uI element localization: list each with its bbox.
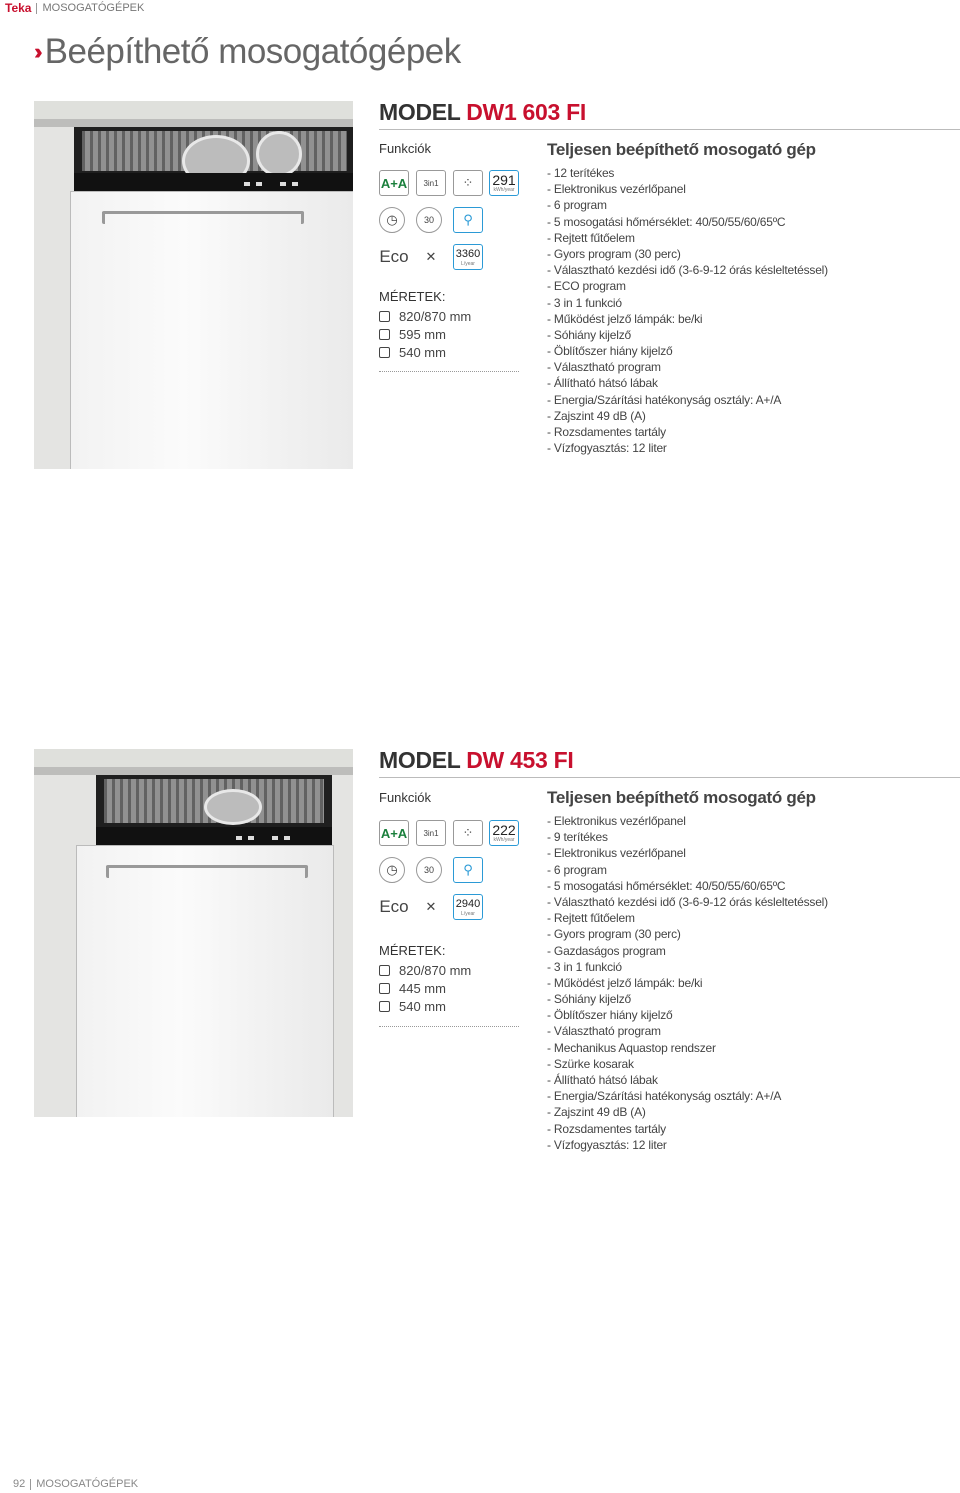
model-divider (379, 777, 960, 778)
dimension-width (379, 981, 446, 996)
temp-30-icon: 30 (416, 857, 442, 883)
feature-item: - Vízfogyasztás: 12 liter (547, 1137, 667, 1152)
feature-item: - ECO program (547, 279, 626, 294)
model-prefix: MODEL (379, 747, 467, 773)
header-divider (36, 3, 37, 14)
product-photo (34, 749, 353, 1117)
width-value: 595 mm (399, 327, 446, 342)
section-name: MOSOGATÓGÉPEK (42, 2, 145, 14)
feature-item: - Választható kezdési idő (3-6-9-12 órás késleltetéssel) (547, 263, 828, 278)
feature-item: - 12 terítékes (547, 166, 615, 180)
feature-item: - Rejtett fűtőelem (547, 230, 635, 245)
width-icon (379, 983, 390, 994)
no-salt-icon: ✕ (416, 244, 446, 270)
feature-item: - Gyors program (30 perc) (547, 246, 681, 261)
feature-item: - Zajszint 49 dB (A) (547, 408, 646, 423)
page-title-row (34, 32, 461, 72)
water-unit: L/year (461, 260, 475, 267)
model-title (379, 747, 573, 774)
feature-icons (379, 820, 521, 920)
rinse-icon: ⁘ (453, 170, 483, 196)
dimensions-divider (379, 371, 519, 372)
dimensions-divider (379, 1026, 519, 1027)
temp-30-icon: 30 (416, 207, 442, 233)
height-icon (379, 311, 390, 322)
kwh-unit: kWh/year (493, 186, 515, 193)
product-photo (34, 101, 353, 469)
feature-item: - 6 program (547, 862, 607, 877)
rinse-icon: ⁘ (453, 820, 483, 846)
eco-icon: Eco (379, 244, 409, 270)
features-title: Teljesen beépíthető mosogató gép (547, 140, 816, 159)
features-title: Teljesen beépíthető mosogató gép (547, 788, 816, 807)
feature-item: - Sóhiány kijelző (547, 992, 631, 1007)
header (5, 1, 144, 15)
model-title (379, 99, 586, 126)
kwh-value: 222 (492, 821, 516, 838)
feature-item: - Elektronikus vezérlőpanel (547, 182, 686, 197)
page-title: Beépíthető mosogatógépek (44, 32, 461, 71)
footer-divider (30, 1479, 31, 1490)
feature-item: - Energia/Szárítási hatékonyság osztály: A+/A (547, 1089, 782, 1104)
energy-class-icon: A+A (379, 820, 409, 846)
no-salt-icon: ✕ (416, 894, 446, 920)
feature-icons (379, 170, 521, 270)
depth-icon (379, 347, 390, 358)
feature-item: - 6 program (547, 198, 607, 213)
height-value: 820/870 mm (399, 309, 472, 324)
feature-item: - Választható program (547, 1024, 661, 1039)
functions-label: Funkciók (379, 141, 432, 156)
feature-item: - Választható program (547, 360, 661, 375)
depth-value: 540 mm (399, 999, 446, 1014)
water-tap-icon: ⚲ (453, 207, 483, 233)
height-value: 820/870 mm (399, 963, 472, 978)
3in1-icon: 3in1 (416, 820, 446, 846)
feature-item: - Rejtett fűtőelem (547, 911, 635, 926)
feature-item: - Elektronikus vezérlőpanel (547, 846, 686, 861)
feature-item: - Gyors program (30 perc) (547, 927, 681, 942)
dimension-depth (379, 345, 446, 360)
feature-item: - Gazdaságos program (547, 943, 666, 958)
feature-item: - Vízfogyasztás: 12 liter (547, 441, 667, 456)
features-list (547, 813, 828, 1153)
feature-item: - 3 in 1 funkció (547, 959, 622, 974)
timer-icon: ◷ (379, 207, 405, 233)
feature-item: - Működést jelző lámpák: be/ki (547, 975, 703, 990)
footer-section: MOSOGATÓGÉPEK (36, 1478, 139, 1490)
model-code: DW1 603 FI (466, 99, 586, 125)
model-code: DW 453 FI (466, 747, 574, 773)
width-icon (379, 329, 390, 340)
height-icon (379, 965, 390, 976)
dimension-depth (379, 999, 446, 1014)
chevron-icon: ›› (34, 39, 37, 64)
feature-item: - Rozsdamentes tartály (547, 425, 666, 439)
dimensions-label: MÉRETEK: (379, 289, 446, 304)
dimension-height (379, 309, 471, 324)
footer (13, 1478, 138, 1490)
dimension-width (379, 327, 446, 342)
feature-item: - Működést jelző lámpák: be/ki (547, 311, 703, 326)
features-list (547, 165, 828, 456)
timer-icon: ◷ (379, 857, 405, 883)
model-prefix: MODEL (379, 99, 467, 125)
depth-value: 540 mm (399, 345, 446, 360)
depth-icon (379, 1001, 390, 1012)
water-badge (453, 244, 483, 270)
feature-item: - 5 mosogatási hőmérséklet: 40/50/55/60/65ºC (547, 214, 786, 229)
dimension-height (379, 963, 471, 978)
eco-icon: Eco (379, 894, 409, 920)
feature-item: - 3 in 1 funkció (547, 295, 622, 310)
water-tap-icon: ⚲ (453, 857, 483, 883)
3in1-icon: 3in1 (416, 170, 446, 196)
kwh-unit: kWh/year (493, 836, 515, 843)
page-number: 92 (13, 1478, 26, 1490)
water-badge (453, 894, 483, 920)
water-value: 3360 (455, 247, 481, 260)
feature-item: - 5 mosogatási hőmérséklet: 40/50/55/60/65ºC (547, 878, 786, 893)
water-value: 2940 (455, 897, 481, 910)
feature-item: - Sóhiány kijelző (547, 327, 631, 342)
water-unit: L/year (461, 910, 475, 917)
feature-item: - Öblítőszer hiány kijelző (547, 344, 673, 359)
feature-item: - Rozsdamentes tartály (547, 1121, 666, 1136)
feature-item: - Zajszint 49 dB (A) (547, 1105, 646, 1120)
feature-item: - Állítható hátsó lábak (547, 1073, 658, 1087)
feature-item: - Szürke kosarak (547, 1056, 634, 1071)
energy-class-icon: A+A (379, 170, 409, 196)
dimensions-label: MÉRETEK: (379, 943, 446, 958)
feature-item: - Választható kezdési idő (3-6-9-12 órás késleltetéssel) (547, 894, 828, 909)
feature-item: - Energia/Szárítási hatékonyság osztály: A+/A (547, 392, 782, 407)
feature-item: - Mechanikus Aquastop rendszer (547, 1040, 716, 1055)
kwh-value: 291 (492, 171, 516, 188)
functions-label: Funkciók (379, 790, 432, 805)
model-divider (379, 129, 960, 130)
kwh-badge (489, 820, 519, 846)
feature-item: - Állítható hátsó lábak (547, 376, 658, 391)
kwh-badge (489, 170, 519, 196)
feature-item: - Elektronikus vezérlőpanel (547, 814, 686, 828)
width-value: 445 mm (399, 981, 446, 996)
brand-name: Teka (5, 1, 32, 15)
feature-item: - Öblítőszer hiány kijelző (547, 1008, 673, 1023)
feature-item: - 9 terítékes (547, 830, 608, 845)
